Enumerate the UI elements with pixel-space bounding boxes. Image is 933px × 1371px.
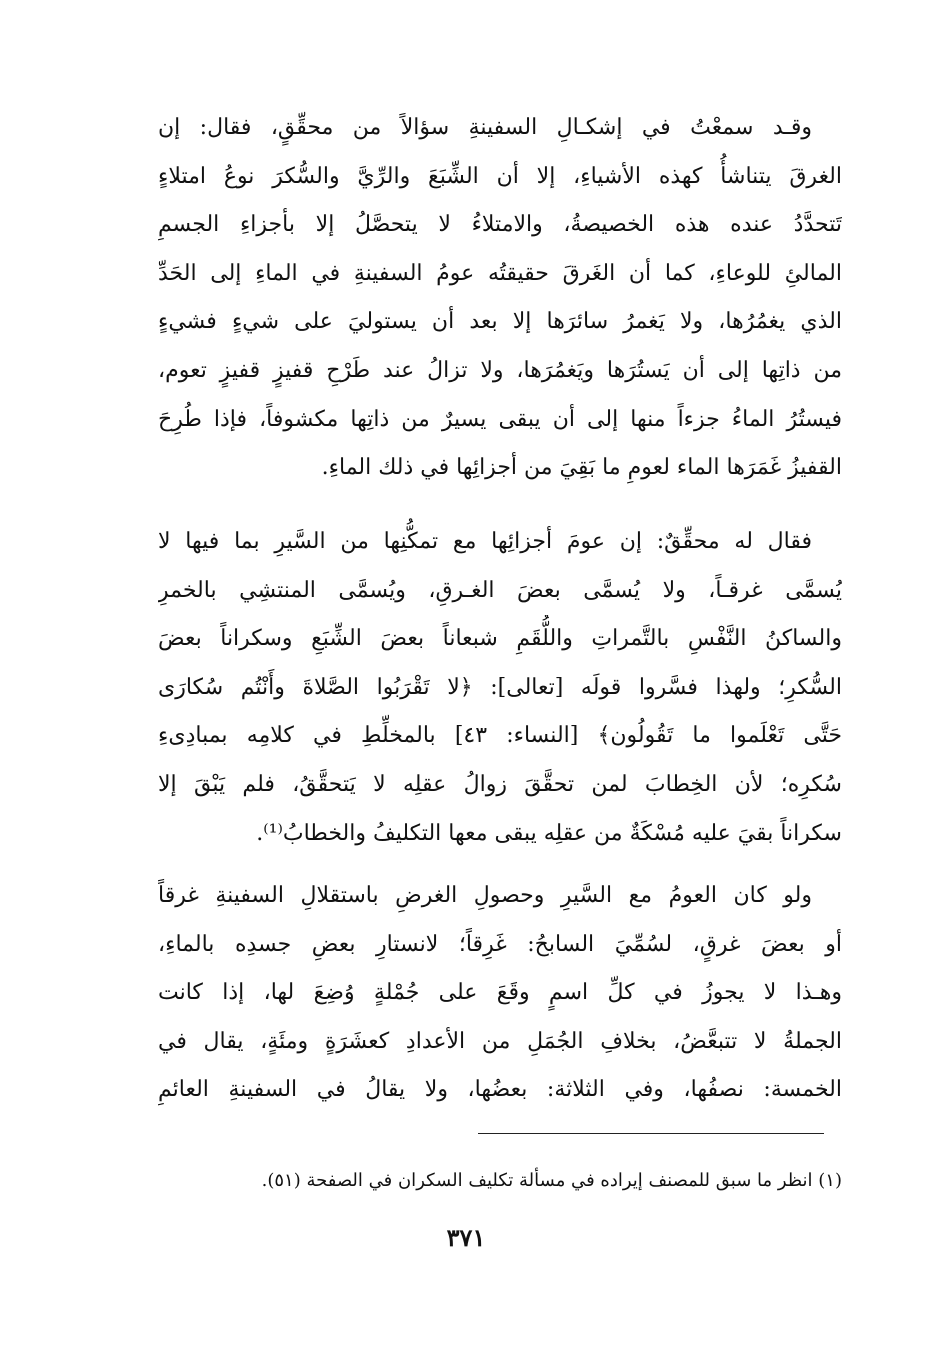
footnote-divider	[478, 1133, 824, 1134]
text-line: السُّكرِ؛ ولهذا فسَّروا قولَه [تعالى]: ﴿لا تَقْرَبُوا الصَّلاةَ وأَنْتُم سُكارَى	[158, 674, 842, 700]
text-line: فقال له محقِّقٌ: إن عومَ أجزائِها مع تمكُّنِها من السَّيرِ بما فيها لا	[158, 529, 812, 554]
text-line: يُسمَّى غرقـاً، ولا يُسمَّى بعضَ الغـرقِ، ويُسمَّى المنتشِي بالخمرِ	[158, 577, 842, 603]
paragraph-1	[158, 104, 842, 493]
text-line: أو بعضَ غرقٍ، لسُمِّيَ السابحُ: غَرِقاً؛ لانستارِ بعضِ جسدِه بالماءِ،	[158, 931, 842, 957]
paragraph-2	[158, 518, 842, 858]
text-line: وهـذا لا يجوزُ في كلِّ اسمٍ وقَعَ على جُمْلةٍ وُضِعَ لها، إذا كانت	[158, 980, 842, 1006]
text-line: سكراناً بقيَ عليه مُسْكَةٌ من عقلِه يبقى معها التكليفُ والخطابُ⁽¹⁾.	[256, 820, 842, 846]
text-line: الغرقَ يتناشأُ كهذه الأشياءِ، إلا أن الشِّبَعَ والرِّيَّ والسُّكرَ نوعُ امتلاءٍ	[158, 163, 842, 189]
footnote: (١) انظر ما سبق للمصنف إيراده في مسألة تكليف السكران في الصفحة (٥١).	[261, 1170, 842, 1191]
text-line: الذي يغمُرُها، ولا يَغمرُ سائرَها إلا بعد أن يستوليَ على شيءٍ فشيءٍ	[158, 309, 842, 335]
text-line: الجملةُ لا تتبعَّضُ، بخلافِ الجُمَلِ من الأعدادِ كعشَرَةٍ ومئَةٍ، يقال في	[158, 1028, 842, 1054]
page-number: ٣٧١	[446, 1223, 486, 1252]
text-line: سُكرِه؛ لأن الخِطابَ لمن تحقَّقَ زوالُ عقلِه لا يَتحقَّقُ، فلم يَبْقَ إلا	[158, 771, 842, 797]
text-line: الخمسة: نصفُها، وفي الثلاثة: بعضُها، ولا يقالُ في السفينةِ العائمِ	[158, 1077, 842, 1103]
text-line: تَتحدَّدُ عنده هذه الخصيصةُ، والامتلاءُ لا يتحصَّلُ إلا بأجزاءِ الجسمِ	[158, 212, 842, 238]
text-line: وقـد سمعْتُ في إشكـالِ السفينةِ سؤالاً من محقِّقٍ، فقال: إن	[158, 115, 812, 140]
text-line: فيستُرُ الماءُ جزءاً منها إلى أن يبقى يسيرٌ من ذاتِها مكشوفاً، فإذا طُرِحَ	[158, 406, 842, 432]
text-line: ولو كان العومُ مع السَّيرِ وحصولِ الغرضِ باستقلالِ السفينةِ غرقاً	[158, 883, 812, 908]
paragraph-3	[158, 872, 842, 1115]
text-line: المالئِ للوعاءِ، كما أن الغَرقَ حقيقتُه عومُ السفينةِ في الماءِ إلى الحَدِّ	[158, 260, 842, 286]
text-line: من ذاتِها إلى أن يَستُرَها ويَغمُرَها، ولا تزالُ عند طَرْحِ قفيزٍ قفيزٍ تعوم،	[158, 357, 842, 383]
text-line: والساكنُ النَّفْسِ بالتَّمراتِ واللُّقَمِ شبعاناً بعضَ الشِّبَعِ وسكراناً بعضَ	[158, 626, 842, 652]
text-line: حَتَّى تَعْلَموا ما تَقُولُون﴾ [النساء: ٤٣] بالمخلِّطِ في كلامِه بمبادِىءِ	[158, 723, 842, 749]
text-line: القفيزُ غَمَرَها الماء لعومِ ما بَقِيَ من أجزائِها في ذلك الماءِ.	[321, 455, 842, 481]
